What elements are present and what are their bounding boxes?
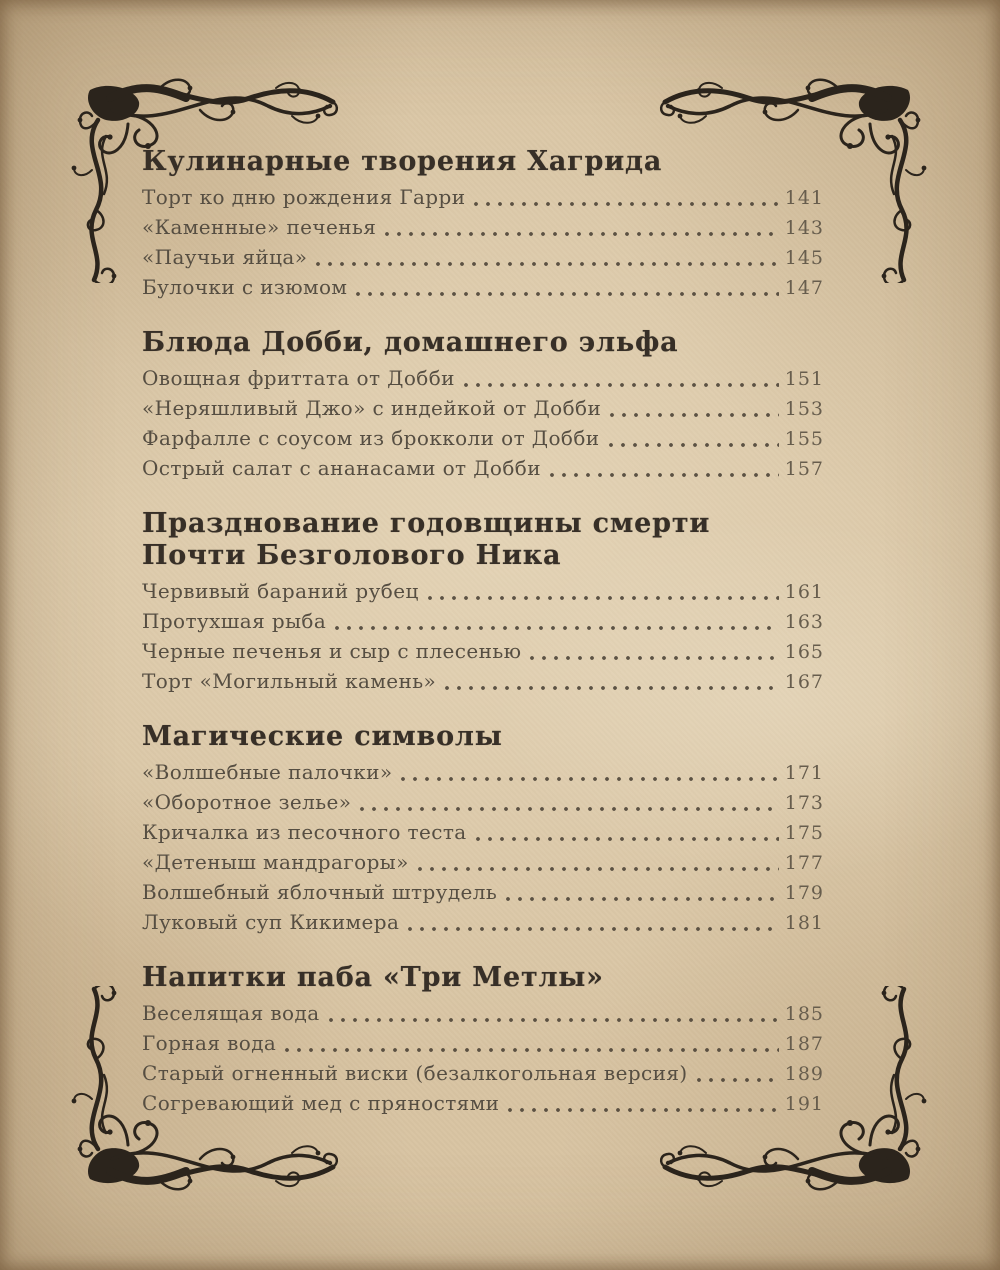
dot-leader — [335, 625, 779, 631]
entry-page-number: 167 — [784, 671, 824, 693]
dot-leader — [476, 836, 779, 842]
entry-page-number: 179 — [784, 882, 824, 904]
dot-leader — [530, 655, 778, 661]
toc-entry — [142, 1029, 824, 1059]
entry-label: Червивый бараний рубец — [142, 579, 419, 603]
toc-entry — [142, 1089, 824, 1119]
dot-leader — [401, 776, 778, 782]
dot-leader — [285, 1047, 778, 1053]
entry-page-number: 175 — [784, 822, 824, 844]
section-title — [142, 721, 824, 753]
toc-entry — [142, 999, 824, 1029]
toc-section — [142, 721, 824, 938]
dot-leader — [360, 806, 778, 812]
toc-section — [142, 508, 824, 697]
dot-leader — [408, 926, 778, 932]
toc-entry — [142, 213, 824, 243]
entry-label: Луковый суп Кикимера — [142, 910, 400, 934]
entry-page-number: 173 — [784, 792, 824, 814]
table-of-contents — [142, 146, 824, 1119]
entry-page-number: 187 — [784, 1033, 824, 1055]
toc-entry — [142, 577, 824, 607]
section-title — [142, 508, 824, 572]
toc-section — [142, 962, 824, 1119]
entry-label: Протухшая рыба — [142, 609, 327, 633]
section-title — [142, 146, 824, 178]
toc-entry — [142, 183, 824, 213]
entry-label: Кричалка из песочного теста — [142, 820, 467, 844]
entry-label: «Волшебные палочки» — [142, 760, 393, 784]
entry-page-number: 185 — [784, 1003, 824, 1025]
entry-page-number: 161 — [784, 581, 824, 603]
toc-entry — [142, 273, 824, 303]
toc-entry — [142, 364, 824, 394]
dot-leader — [609, 442, 779, 448]
entry-label: Горная вода — [142, 1031, 277, 1055]
entry-label: Торт «Могильный камень» — [142, 669, 437, 693]
entry-page-number: 153 — [784, 398, 824, 420]
dot-leader — [464, 382, 779, 388]
entry-page-number: 163 — [784, 611, 824, 633]
entry-page-number: 155 — [784, 428, 824, 450]
entry-page-number: 165 — [784, 641, 824, 663]
dot-leader — [356, 291, 778, 297]
entry-label: Волшебный яблочный штрудель — [142, 880, 498, 904]
dot-leader — [474, 201, 778, 207]
entry-label: «Паучьи яйца» — [142, 245, 308, 269]
toc-entry — [142, 454, 824, 484]
toc-entry — [142, 788, 824, 818]
entry-label: Веселящая вода — [142, 1001, 320, 1025]
entry-label: Овощная фриттата от Добби — [142, 366, 455, 390]
entry-page-number: 191 — [784, 1093, 824, 1115]
toc-entry — [142, 424, 824, 454]
entry-page-number: 181 — [784, 912, 824, 934]
dot-leader — [385, 231, 778, 237]
entry-label: Черные печенья и сыр с плесенью — [142, 639, 522, 663]
toc-entry — [142, 758, 824, 788]
entry-label: Булочки с изюмом — [142, 275, 348, 299]
dot-leader — [697, 1077, 779, 1083]
entry-page-number: 141 — [784, 187, 824, 209]
entry-label: Старый огненный виски (безалкогольная версия) — [142, 1061, 688, 1085]
dot-leader — [316, 261, 778, 267]
entry-page-number: 147 — [784, 277, 824, 299]
entry-label: Острый салат с ананасами от Добби — [142, 456, 541, 480]
entry-label: Торт ко дню рождения Гарри — [142, 185, 466, 209]
entry-label: «Детеныш мандрагоры» — [142, 850, 409, 874]
toc-section — [142, 327, 824, 484]
entry-label: «Оборотное зелье» — [142, 790, 352, 814]
toc-entry — [142, 848, 824, 878]
entry-page-number: 143 — [784, 217, 824, 239]
toc-entry — [142, 1059, 824, 1089]
dot-leader — [610, 412, 779, 418]
toc-entry — [142, 667, 824, 697]
entry-page-number: 177 — [784, 852, 824, 874]
entry-label: «Каменные» печенья — [142, 215, 377, 239]
entry-page-number: 145 — [784, 247, 824, 269]
toc-section — [142, 146, 824, 303]
toc-entry — [142, 637, 824, 667]
dot-leader — [418, 866, 779, 872]
entry-label: Согревающий мед с пряностями — [142, 1091, 500, 1115]
entry-label: Фарфалле с соусом из брокколи от Добби — [142, 426, 600, 450]
section-title — [142, 962, 824, 994]
dot-leader — [445, 685, 779, 691]
toc-entry — [142, 908, 824, 938]
entry-page-number: 157 — [784, 458, 824, 480]
section-title-line: Почти Безголового Ника — [142, 540, 562, 571]
dot-leader — [329, 1017, 779, 1023]
section-title-line: Кулинарные творения Хагрида — [142, 146, 663, 177]
dot-leader — [506, 896, 779, 902]
dot-leader — [428, 595, 779, 601]
section-title-line: Напитки паба «Три Метлы» — [142, 962, 604, 993]
entry-page-number: 151 — [784, 368, 824, 390]
toc-entry — [142, 394, 824, 424]
toc-entry — [142, 243, 824, 273]
dot-leader — [508, 1107, 778, 1113]
section-title-line: Магические символы — [142, 721, 503, 752]
toc-entry — [142, 878, 824, 908]
entry-label: «Неряшливый Джо» с индейкой от Добби — [142, 396, 602, 420]
section-title-line: Празднование годовщины смерти — [142, 508, 711, 539]
toc-entry — [142, 818, 824, 848]
section-title-line: Блюда Добби, домашнего эльфа — [142, 327, 679, 358]
dot-leader — [550, 472, 779, 478]
entry-page-number: 189 — [784, 1063, 824, 1085]
entry-page-number: 171 — [784, 762, 824, 784]
toc-entry — [142, 607, 824, 637]
section-title — [142, 327, 824, 359]
